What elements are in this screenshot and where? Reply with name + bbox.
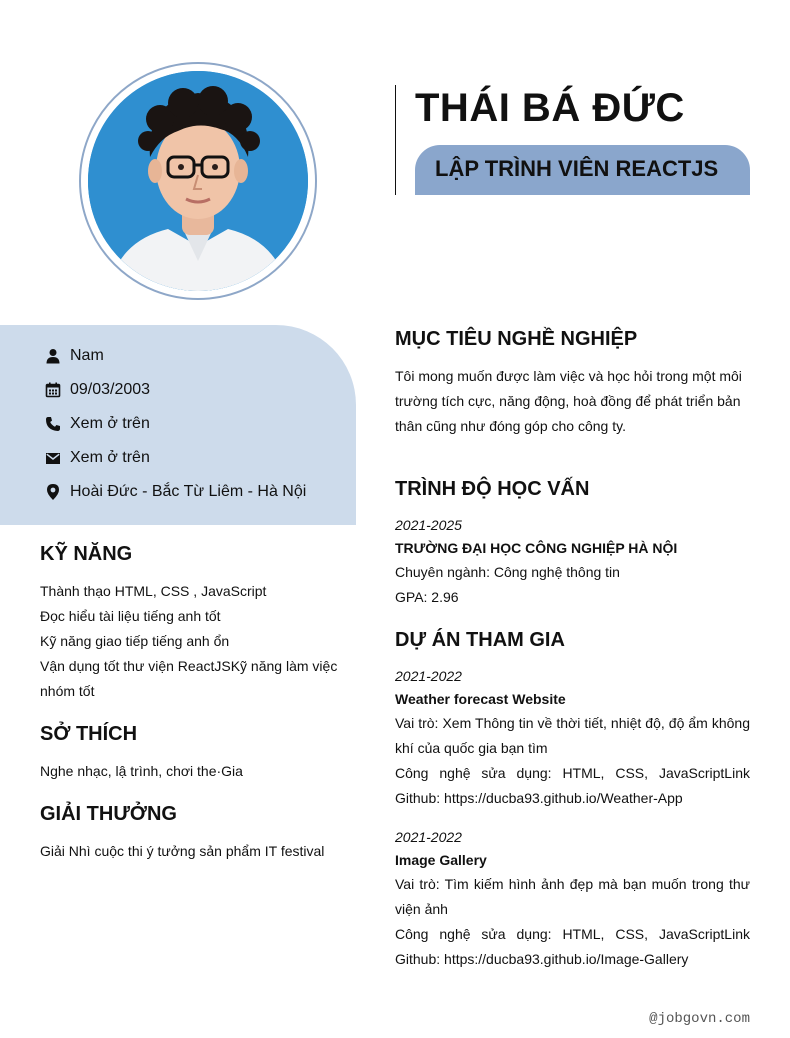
phone-icon bbox=[44, 415, 62, 433]
gender-value: Nam bbox=[70, 347, 104, 364]
project-role: Vai trò: Tìm kiếm hình ảnh đẹp mà bạn muốn trong thư viện ảnh bbox=[395, 876, 750, 917]
project-name: Weather forecast Website bbox=[395, 691, 566, 707]
awards-heading: GIẢI THƯỞNG bbox=[40, 803, 177, 825]
objective-heading: MỤC TIÊU NGHỀ NGHIỆP bbox=[395, 328, 638, 350]
info-gender bbox=[44, 345, 104, 367]
person-icon bbox=[44, 347, 62, 365]
skill-item: Đọc hiểu tài liệu tiếng anh tốt bbox=[40, 608, 221, 624]
birthday-value: 09/03/2003 bbox=[70, 381, 151, 398]
project-tech: Công nghệ sửa dụng: HTML, CSS, JavaScriptLink Github: https://ducba93.github.io/Weather-App bbox=[395, 765, 750, 806]
skills-heading: KỸ NĂNG bbox=[40, 543, 133, 565]
skill-item: nhóm tốt bbox=[40, 683, 95, 699]
role-banner bbox=[415, 145, 750, 195]
calendar-icon bbox=[44, 381, 62, 399]
project-tech: Công nghệ sửa dụng: HTML, CSS, JavaScriptLink Github: https://ducba93.github.io/Image-Gallery bbox=[395, 926, 750, 967]
email-value: Xem ở trên bbox=[70, 449, 150, 466]
info-email bbox=[44, 447, 150, 469]
address-value: Hoài Đức - Bắc Từ Liêm - Hà Nội bbox=[70, 483, 307, 500]
awards-text: Giải Nhì cuộc thi ý tưởng sản phẩm IT festival bbox=[40, 843, 325, 859]
projects-heading: DỰ ÁN THAM GIA bbox=[395, 629, 565, 651]
project-period: 2021-2022 bbox=[395, 668, 462, 684]
project-role: Vai trò: Xem Thông tin về thời tiết, nhiệt độ, độ ẩm không khí của quốc gia bạn tìm bbox=[395, 715, 750, 756]
phone-value: Xem ở trên bbox=[70, 415, 150, 432]
hobbies-heading: SỞ THÍCH bbox=[40, 723, 138, 745]
skill-item: Thành thạo HTML, CSS , JavaScript bbox=[40, 583, 267, 599]
project-period: 2021-2022 bbox=[395, 829, 462, 845]
mail-icon bbox=[44, 449, 62, 467]
location-pin-icon bbox=[44, 483, 62, 501]
avatar bbox=[88, 71, 308, 291]
hobbies-text: Nghe nhạc, lậ trình, chơi the·Gia bbox=[40, 763, 243, 779]
objective-text: Tôi mong muốn được làm việc và học hỏi trong một môi trường tích cực, năng động, hoà đồng để phát triển bản thân cũng như đóng góp cho công ty. bbox=[395, 368, 742, 434]
candidate-role: LẬP TRÌNH VIÊN REACTJS bbox=[435, 156, 719, 181]
info-address bbox=[44, 481, 306, 503]
watermark: @jobgovn.com bbox=[649, 1011, 750, 1027]
skill-item: Vận dụng tốt thư viện ReactJSKỹ năng làm việc bbox=[40, 658, 338, 674]
skill-item: Kỹ năng giao tiếp tiếng anh ổn bbox=[40, 633, 230, 649]
info-birthday bbox=[44, 379, 150, 401]
education-period: 2021-2025 bbox=[395, 517, 462, 533]
header-divider bbox=[395, 85, 396, 195]
project-name: Image Gallery bbox=[395, 852, 487, 868]
candidate-name: THÁI BÁ ĐỨC bbox=[415, 86, 685, 130]
education-major: Chuyên ngành: Công nghệ thông tin bbox=[395, 564, 620, 580]
portrait-image bbox=[88, 71, 308, 291]
education-school: TRƯỜNG ĐẠI HỌC CÔNG NGHIỆP HÀ NỘI bbox=[395, 540, 678, 556]
info-phone bbox=[44, 413, 150, 435]
education-gpa: GPA: 2.96 bbox=[395, 589, 459, 605]
education-heading: TRÌNH ĐỘ HỌC VẤN bbox=[395, 478, 590, 500]
